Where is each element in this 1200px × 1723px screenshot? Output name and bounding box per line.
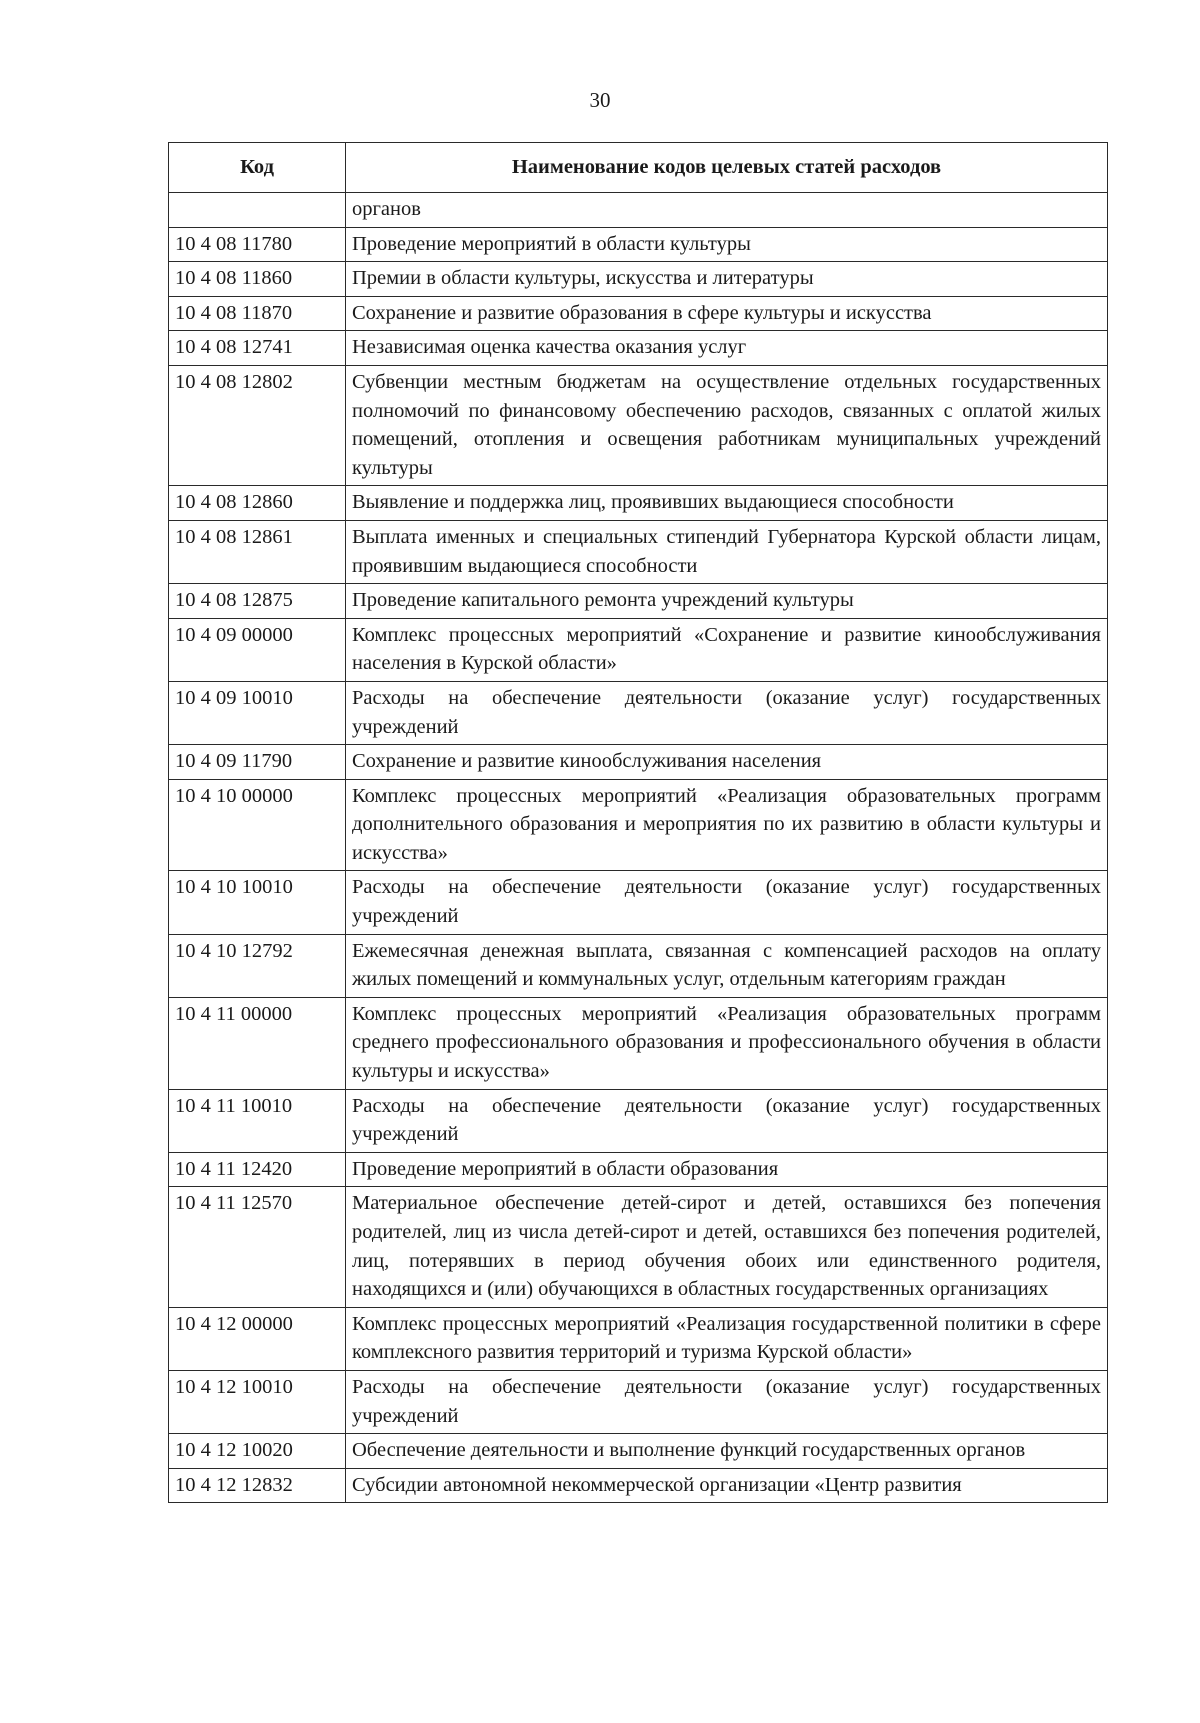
table-row <box>169 1370 1108 1433</box>
row-name: Расходы на обеспечение деятельности (оказание услуг) государственных учреждений <box>346 1089 1108 1152</box>
row-name: Проведение мероприятий в области образования <box>346 1152 1108 1187</box>
row-code: 10 4 09 00000 <box>169 618 346 681</box>
row-code: 10 4 08 12802 <box>169 365 346 485</box>
table-row <box>169 262 1108 297</box>
table-row <box>169 584 1108 619</box>
row-name: Проведение капитального ремонта учреждений культуры <box>346 584 1108 619</box>
row-code: 10 4 10 10010 <box>169 871 346 934</box>
row-code: 10 4 12 10020 <box>169 1434 346 1469</box>
row-code: 10 4 12 12832 <box>169 1468 346 1503</box>
row-code: 10 4 10 12792 <box>169 934 346 997</box>
table-row <box>169 618 1108 681</box>
row-code: 10 4 10 00000 <box>169 779 346 871</box>
header-code: Код <box>169 143 346 193</box>
row-code: 10 4 08 12741 <box>169 331 346 366</box>
table-row <box>169 1089 1108 1152</box>
row-code: 10 4 11 12420 <box>169 1152 346 1187</box>
row-name: Расходы на обеспечение деятельности (оказание услуг) государственных учреждений <box>346 871 1108 934</box>
row-name: Сохранение и развитие кинообслуживания населения <box>346 745 1108 780</box>
row-code: 10 4 12 00000 <box>169 1307 346 1370</box>
row-code: 10 4 08 11870 <box>169 296 346 331</box>
row-code: 10 4 08 11860 <box>169 262 346 297</box>
row-code <box>169 193 346 228</box>
row-name: Расходы на обеспечение деятельности (оказание услуг) государственных учреждений <box>346 681 1108 744</box>
row-code: 10 4 09 11790 <box>169 745 346 780</box>
table-row <box>169 934 1108 997</box>
header-name: Наименование кодов целевых статей расходов <box>346 143 1108 193</box>
row-name: Расходы на обеспечение деятельности (оказание услуг) государственных учреждений <box>346 1370 1108 1433</box>
table-row <box>169 193 1108 228</box>
row-name: Комплекс процессных мероприятий «Реализация государственной политики в сфере комплексного развития территорий и туризма Курской области» <box>346 1307 1108 1370</box>
row-code: 10 4 08 11780 <box>169 227 346 262</box>
row-code: 10 4 12 10010 <box>169 1370 346 1433</box>
row-code: 10 4 08 12875 <box>169 584 346 619</box>
table-row <box>169 779 1108 871</box>
table-row <box>169 1152 1108 1187</box>
row-name: Ежемесячная денежная выплата, связанная с компенсацией расходов на оплату жилых помещений и коммунальных услуг, отдельным категориям граждан <box>346 934 1108 997</box>
row-name: Проведение мероприятий в области культуры <box>346 227 1108 262</box>
table-header-row <box>169 143 1108 193</box>
row-code: 10 4 11 00000 <box>169 997 346 1089</box>
row-code: 10 4 09 10010 <box>169 681 346 744</box>
row-name: Выплата именных и специальных стипендий Губернатора Курской области лицам, проявившим выдающиеся способности <box>346 520 1108 583</box>
row-name: органов <box>346 193 1108 228</box>
table-row <box>169 997 1108 1089</box>
table-row <box>169 1307 1108 1370</box>
row-name: Материальное обеспечение детей-сирот и детей, оставшихся без попечения родителей, лиц из числа детей-сирот и детей, оставшихся без попечения родителей, лиц, потерявших в период обучения обоих или единственного родителя, находящихся и (или) обучающихся в областных государственных организациях <box>346 1187 1108 1307</box>
table-row <box>169 486 1108 521</box>
row-code: 10 4 11 12570 <box>169 1187 346 1307</box>
table-row <box>169 871 1108 934</box>
table-row <box>169 520 1108 583</box>
row-code: 10 4 08 12860 <box>169 486 346 521</box>
row-name: Премии в области культуры, искусства и литературы <box>346 262 1108 297</box>
row-name: Комплекс процессных мероприятий «Сохранение и развитие кинообслуживания населения в Курской области» <box>346 618 1108 681</box>
table-row <box>169 681 1108 744</box>
row-name: Сохранение и развитие образования в сфере культуры и искусства <box>346 296 1108 331</box>
row-name: Обеспечение деятельности и выполнение функций государственных органов <box>346 1434 1108 1469</box>
row-name: Комплекс процессных мероприятий «Реализация образовательных программ среднего профессионального образования и профессионального обучения в области культуры и искусства» <box>346 997 1108 1089</box>
table-row <box>169 331 1108 366</box>
row-name: Независимая оценка качества оказания услуг <box>346 331 1108 366</box>
table-row <box>169 1434 1108 1469</box>
row-name: Выявление и поддержка лиц, проявивших выдающиеся способности <box>346 486 1108 521</box>
row-name: Субсидии автономной некоммерческой организации «Центр развития <box>346 1468 1108 1503</box>
budget-codes-table <box>168 142 1108 1503</box>
row-code: 10 4 08 12861 <box>169 520 346 583</box>
table-row <box>169 227 1108 262</box>
page-number: 30 <box>589 88 611 112</box>
table-body <box>169 193 1108 1503</box>
table-row <box>169 745 1108 780</box>
table-row <box>169 1468 1108 1503</box>
row-name: Субвенции местным бюджетам на осуществление отдельных государственных полномочий по финансовому обеспечению расходов, связанных с оплатой жилых помещений, отопления и освещения работникам муниципальных учреждений культуры <box>346 365 1108 485</box>
row-name: Комплекс процессных мероприятий «Реализация образовательных программ дополнительного образования и мероприятия по их развитию в области культуры и искусства» <box>346 779 1108 871</box>
table-row <box>169 296 1108 331</box>
row-code: 10 4 11 10010 <box>169 1089 346 1152</box>
table-row <box>169 1187 1108 1307</box>
table-row <box>169 365 1108 485</box>
